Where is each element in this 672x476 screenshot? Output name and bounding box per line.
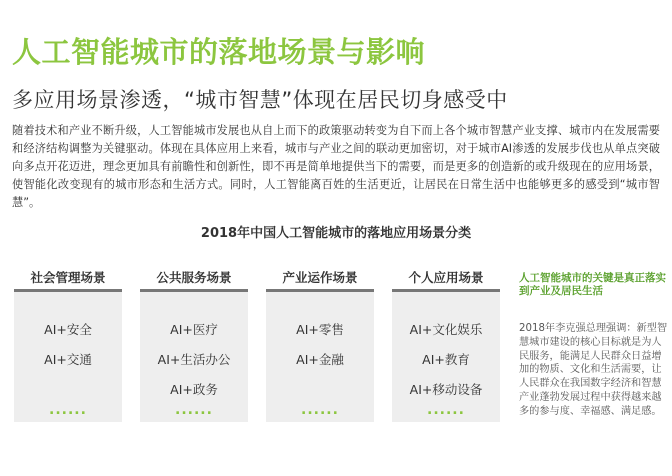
page-title: 人工智能城市的落地场景与影响	[12, 35, 426, 69]
category-item: AI+生活办公	[157, 352, 231, 367]
section-title: 2018年中国人工智能城市的落地应用场景分类	[200, 226, 472, 241]
category-item: AI+政务	[170, 382, 218, 397]
category-item: AI+零售	[296, 322, 344, 337]
sidebar-note: 2018年李克强总理强调：新型智慧城市建设的核心目标就是为人民服务，能满足人民群众日益增加的物质、文化和生活需要，让人民群众在我国数字经济和智慧产业蓬勃发展过程中获得越来越多的参与度、幸福感、满足感。	[519, 323, 668, 417]
category-item: AI+文化娱乐	[409, 322, 483, 337]
intro-paragraph: 随着技术和产业不断升级，人工智能城市发展也从自上而下的政策驱动转变为自下而上各个城市智慧产业支撑、城市内在发展需要和经济结构调整为关键驱动。体现在具体应用上来看，城市与产业之间的联动更加密切，对于城市AI渗透的发展步伐也从单点突破向多点开花迈进，理念更加具有前瞻性和创新性，即不再是简单地提供当下的需要，而是更多的创造新的或升级现在的应用场景，使智能化改变现有的城市形态和生活方式。同时，人工智能离百姓的生活更近，让居民在日常生活中也能够更多的感受到“城市智慧”。	[12, 124, 660, 209]
category-box	[14, 292, 122, 422]
category-label: 个人应用场景	[408, 270, 484, 285]
category-item: AI+教育	[422, 352, 470, 367]
sidebar-highlight: 人工智能城市的关键是真正落实到产业及居民生活	[519, 272, 666, 297]
category-label: 公共服务场景	[156, 270, 232, 285]
category-personal-application	[392, 268, 500, 422]
category-item: AI+安全	[44, 322, 92, 337]
category-box	[266, 292, 374, 422]
category-public-service	[140, 268, 248, 422]
category-industry-operation	[266, 268, 374, 422]
category-item: AI+金融	[296, 352, 344, 367]
category-label: 社会管理场景	[30, 270, 106, 285]
category-box	[140, 292, 248, 422]
category-item: AI+移动设备	[409, 382, 483, 397]
category-social-management	[14, 268, 122, 422]
more-dots: ......	[175, 402, 213, 418]
category-item: AI+交通	[44, 352, 92, 367]
page-subtitle: 多应用场景渗透，“城市智慧”体现在居民切身感受中	[12, 88, 508, 112]
category-label: 产业运作场景	[282, 270, 358, 285]
category-box	[392, 292, 500, 422]
more-dots: ......	[427, 402, 465, 418]
category-item: AI+医疗	[170, 322, 218, 337]
more-dots: ......	[49, 402, 87, 418]
more-dots: ......	[301, 402, 339, 418]
